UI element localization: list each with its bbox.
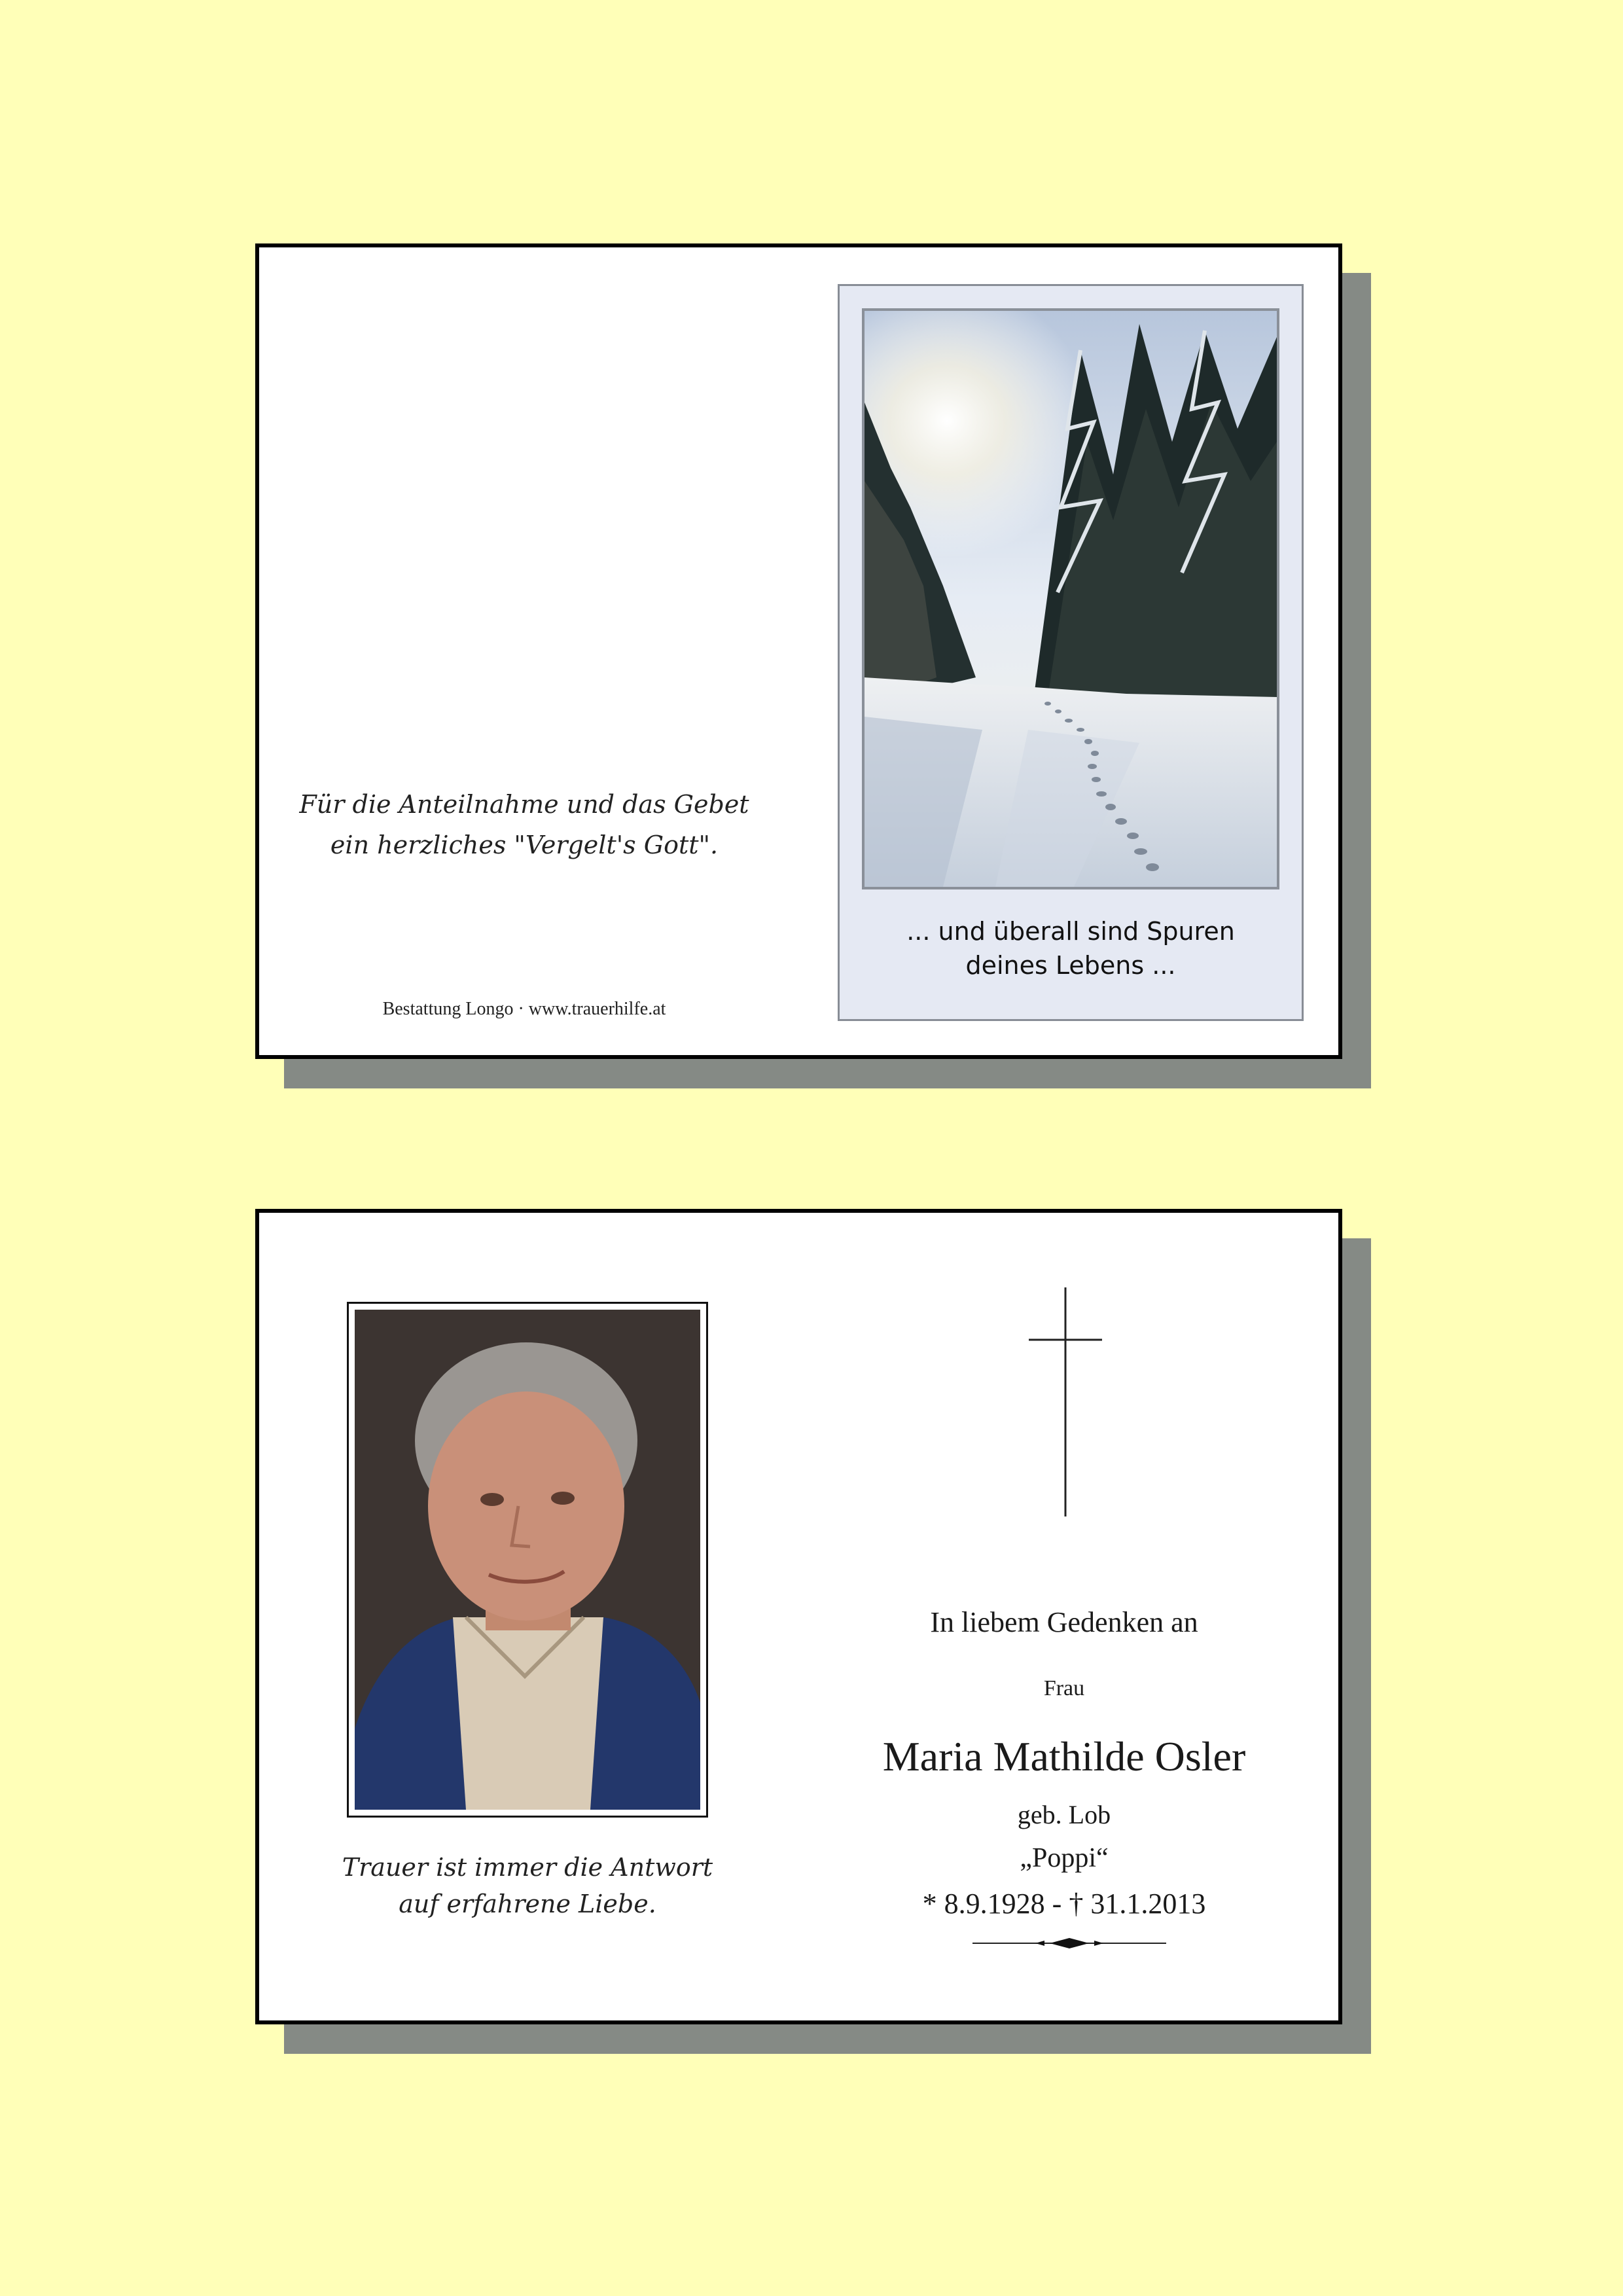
cross-icon <box>1029 1287 1107 1516</box>
winter-forest-photo <box>862 308 1279 889</box>
card-memorial <box>255 1209 1342 2024</box>
sorrow-text <box>298 1849 757 1922</box>
nickname: „Poppi“ <box>1020 1843 1109 1873</box>
thanks-line-1: Für die Anteilnahme und das Gebet <box>299 790 749 819</box>
quote-text <box>840 914 1302 982</box>
memorial-intro: In liebem Gedenken an <box>930 1606 1198 1638</box>
deceased-name: Maria Mathilde Osler <box>882 1733 1246 1780</box>
quote-line-2: deines Lebens ... <box>965 951 1176 980</box>
sorrow-line-2: auf erfahrene Liebe. <box>399 1890 656 1918</box>
photo-panel <box>838 284 1304 1021</box>
funeral-home-credit: Bestattung Longo · www.trauerhilfe.at <box>382 999 666 1019</box>
memorial-title: Frau <box>1043 1676 1085 1700</box>
portrait-photo <box>355 1310 700 1810</box>
sorrow-line-1: Trauer ist immer die Antwort <box>342 1853 713 1882</box>
ornament-divider <box>972 1935 1166 1951</box>
life-dates: * 8.9.1928 - † 31.1.2013 <box>922 1888 1206 1920</box>
birth-name: geb. Lob <box>1017 1800 1111 1829</box>
thanks-line-2: ein herzliches "Vergelt's Gott". <box>330 831 719 859</box>
portrait-frame <box>347 1302 708 1818</box>
card-front <box>255 243 1342 1059</box>
thanks-text <box>285 784 763 865</box>
quote-line-1: ... und überall sind Spuren <box>906 917 1235 946</box>
